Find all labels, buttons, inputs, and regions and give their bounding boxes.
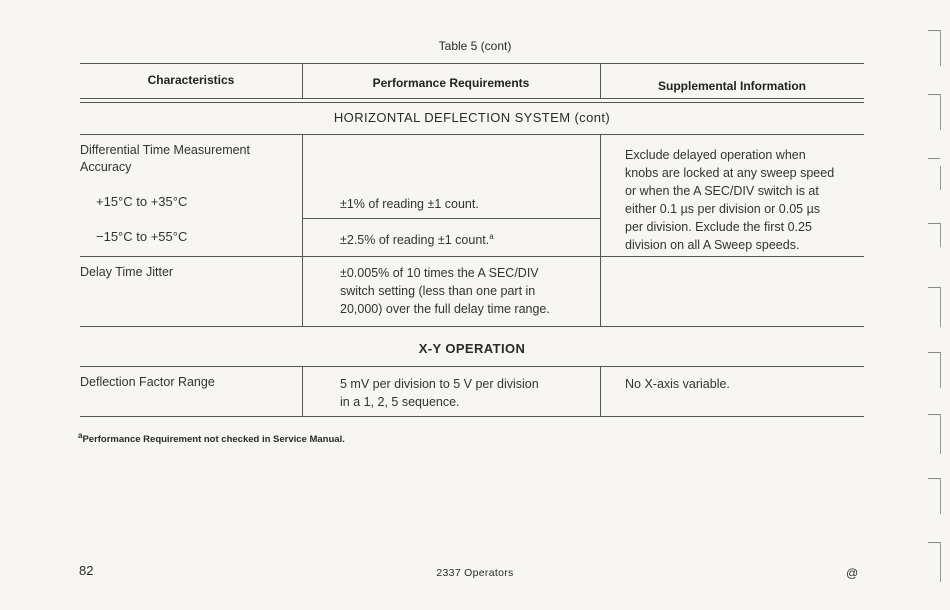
body-divider-1 (302, 134, 303, 326)
footnote-text: Performance Requirement not checked in Service Manual. (82, 434, 345, 445)
binder-mark (928, 94, 940, 95)
deflection-perf-line: in a 1, 2, 5 sequence. (340, 395, 460, 409)
jitter-perf-line: 20,000) over the full delay time range. (340, 302, 550, 316)
jitter-perf-line: ±0.005% of 10 times the A SEC/DIV (340, 266, 539, 280)
deflection-supplemental: No X-axis variable. (625, 377, 730, 391)
temp1-label: +15°C to +35°C (96, 194, 188, 209)
deflection-performance (340, 375, 539, 411)
header-characteristics: Characteristics (147, 73, 235, 87)
jitter-performance (340, 264, 550, 318)
binder-mark (928, 478, 940, 479)
xy-divider-2 (600, 366, 601, 416)
binder-tick (940, 352, 941, 388)
jitter-label: Delay Time Jitter (80, 265, 174, 279)
temp1-performance: ±1% of reading ±1 count. (340, 197, 479, 211)
diff-title-line-2: Accuracy (80, 160, 132, 174)
binder-mark (928, 287, 940, 288)
binder-mark (928, 30, 940, 31)
body-divider-2 (600, 134, 601, 326)
section-xy-title: X-Y OPERATION (418, 341, 526, 356)
footer-symbol: @ (846, 566, 859, 580)
section-rule-horizontal (80, 134, 864, 135)
header-rule-2 (80, 102, 864, 103)
footnote (78, 430, 345, 445)
binder-tick (940, 166, 941, 190)
temp-row-rule (302, 218, 600, 219)
diff-supp-line: division on all A Sweep speeds. (625, 238, 800, 252)
deflection-perf-line: 5 mV per division to 5 V per division (340, 377, 539, 391)
temp2-performance: ±2.5% of reading ±1 count.$^a$ (340, 231, 494, 247)
binder-tick (940, 94, 941, 130)
document-title: 2337 Operators (436, 567, 514, 579)
temp2-label: −15°C to +55°C (96, 229, 188, 244)
table-bottom-rule (80, 416, 864, 417)
deflection-label: Deflection Factor Range (80, 375, 215, 389)
table-caption: Table 5 (cont) (438, 39, 512, 53)
binder-tick (940, 287, 941, 327)
diff-title-line-1: Differential Time Measurement (80, 143, 250, 157)
table-top-rule (80, 63, 864, 64)
diff-supp-line: or when the A SEC/DIV switch is at (625, 184, 819, 198)
binder-mark (928, 158, 940, 159)
jitter-row-rule (80, 326, 864, 327)
header-rule-1 (80, 98, 864, 99)
diff-supp-line: Exclude delayed operation when (625, 148, 806, 162)
header-performance: Performance Requirements (372, 76, 530, 90)
section-rule-xy (80, 366, 864, 367)
diff-row-rule (80, 256, 864, 257)
header-supplemental: Supplemental Information (657, 79, 806, 93)
section-horizontal-title: HORIZONTAL DEFLECTION SYSTEM (cont) (333, 110, 611, 125)
binder-tick (940, 542, 941, 582)
binder-mark (928, 352, 940, 353)
temp2-footnote-mark: a (489, 231, 494, 241)
footnote-mark: a (78, 430, 83, 440)
diff-supp-line: either 0.1 µs per division or 0.05 µs (625, 202, 821, 216)
diff-supp-line: per division. Exclude the first 0.25 (625, 220, 812, 234)
page-number: 82 (79, 563, 94, 578)
diff-supplemental (625, 146, 834, 254)
binder-tick (940, 30, 941, 66)
binder-mark (928, 223, 940, 224)
binder-tick (940, 414, 941, 454)
binder-tick (940, 478, 941, 514)
diff-supp-line: knobs are locked at any sweep speed (625, 166, 835, 180)
binder-mark (928, 542, 940, 543)
xy-divider-1 (302, 366, 303, 416)
jitter-perf-line: switch setting (less than one part in (340, 284, 536, 298)
binder-tick (940, 223, 941, 247)
binder-mark (928, 414, 940, 415)
